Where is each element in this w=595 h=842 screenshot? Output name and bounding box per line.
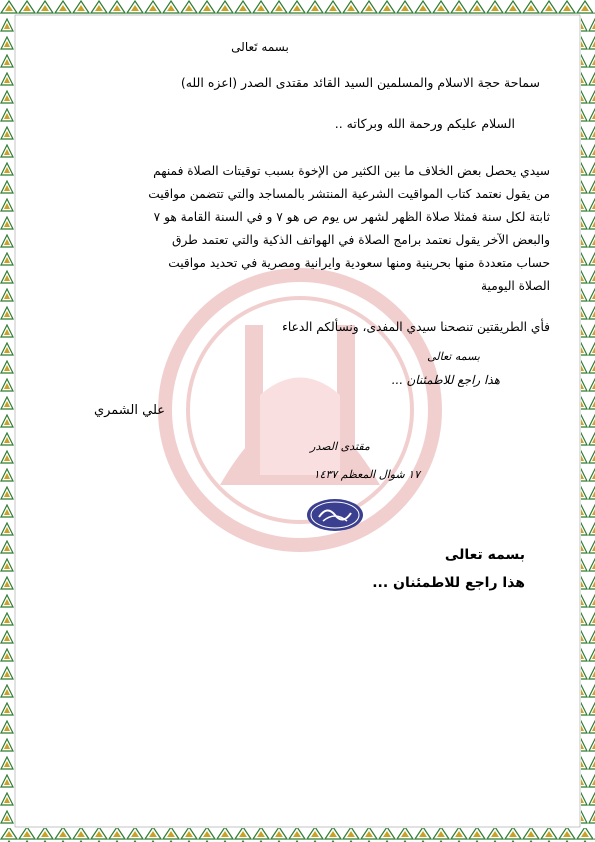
typed-reply: هذا راجع للاطمئنان ... bbox=[372, 575, 525, 591]
body-line: سيدي يحصل بعض الخلاف ما بين الكثير من الإخوة بسبب توقيتات الصلاة فمنهم bbox=[153, 164, 550, 178]
sender-name: علي الشمري bbox=[93, 403, 165, 418]
handwritten-reply: هذا راجع للاطمئنان ... bbox=[391, 373, 500, 387]
body-line: من يقول نعتمد كتاب المواقيت الشرعية المنتشر بالمساجد والتي تتضمن مواقيت bbox=[148, 187, 550, 201]
letter-greeting: السلام عليكم ورحمة الله وبركاته .. bbox=[334, 116, 515, 131]
handwritten-basmala: بسمه تعالى bbox=[427, 350, 480, 363]
watermark-emblem bbox=[150, 265, 450, 555]
signature-name: مقتدى الصدر bbox=[310, 440, 370, 453]
body-line: حساب متعددة منها بحرينية ومنها سعودية وايرانية ومصرية في تحديد مواقيت bbox=[168, 256, 550, 270]
body-line: والبعض الآخر يقول نعتمد برامج الصلاة في الهواتف الذكية والتي تعتمد طرق bbox=[171, 233, 550, 247]
body-line: الصلاة اليومية bbox=[480, 279, 550, 293]
signature-date: ١٧ شوال المعظم ١٤٣٧ bbox=[313, 468, 420, 481]
letter-question: فأي الطريقتين تنصحنا سيدي المفدى، ونسألكم الدعاء bbox=[282, 320, 550, 334]
letter-addressee: سماحة حجة الاسلام والمسلمين السيد القائد مقتدى الصدر (اعزه الله) bbox=[180, 75, 540, 90]
letter-body bbox=[55, 160, 550, 298]
official-seal bbox=[305, 497, 365, 533]
typed-basmala: بسمه تعالى bbox=[444, 547, 525, 563]
letter-basmala: بسمه تَعالى bbox=[231, 40, 289, 54]
body-line: ثابتة لكل سنة فمثلا صلاة الظهر لشهر س يوم ص هو ٧ و في السنة القامة هو ٧ bbox=[153, 210, 550, 224]
